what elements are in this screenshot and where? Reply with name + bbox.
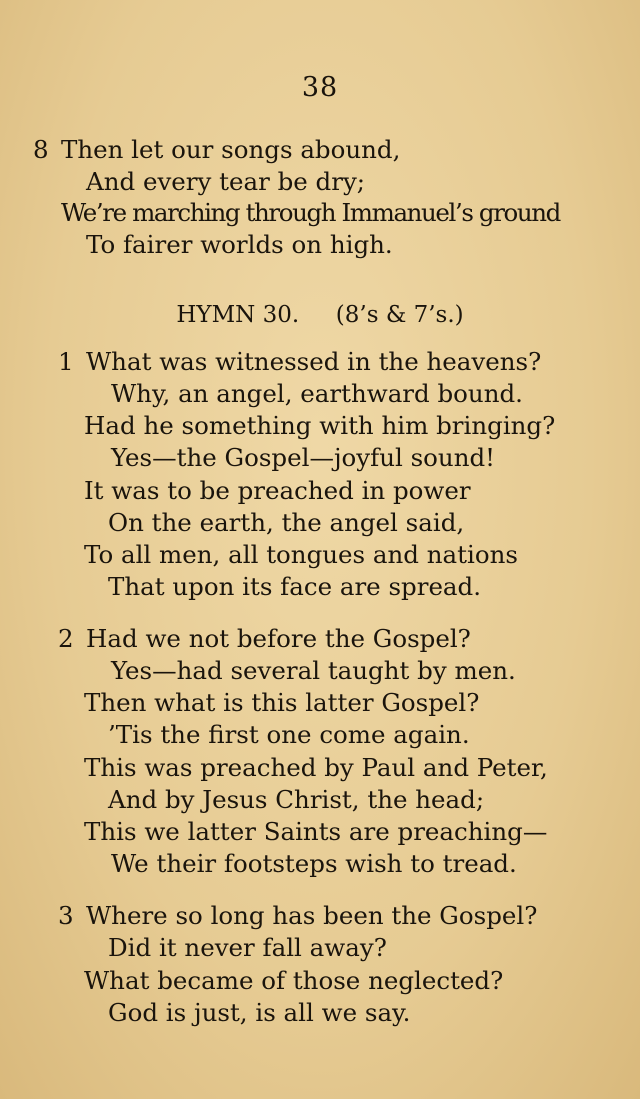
verse-line: Yes—the Gospel—joyful sound! [111,443,496,472]
stanza-number: 8 [33,135,49,164]
verse-line: And by Jesus Christ, the head; [108,785,485,814]
hymn-meter: (8’s & 7’s.) [335,302,464,328]
verse-line: To fairer worlds on high. [86,230,393,259]
verse-line: We their footsteps wish to tread. [111,849,517,878]
stanza-number: 3 [58,901,74,930]
verse-line: Where so long has been the Gospel? [86,901,538,930]
verse-line: It was to be preached in power [84,476,471,505]
verse-line: This was preached by Paul and Peter, [84,753,548,782]
stanza-number: 1 [58,347,74,376]
hymn-title [0,304,640,327]
verse-line: ’Tis the first one come again. [108,720,470,749]
verse-line: That upon its face are spread. [108,572,482,601]
verse-line: Had he something with him bringing? [84,411,556,440]
verse-line: What was witnessed in the heavens? [86,347,542,376]
verse-line: Yes—had several taught by men. [111,656,516,685]
verse-line: To all men, all tongues and nations [84,540,518,569]
verse-line: What became of those neglected? [84,966,504,995]
verse-line: Then what is this latter Gospel? [84,688,480,717]
verse-line: On the earth, the angel said, [108,508,465,537]
verse-line: Then let our songs abound, [61,135,401,164]
page-number: 38 [301,72,339,103]
verse-line: Had we not before the Gospel? [86,624,471,653]
stanza-number: 2 [58,624,74,653]
verse-line: God is just, is all we say. [108,998,411,1027]
verse-line: Why, an angel, earthward bound. [111,379,523,408]
verse-line: This we latter Saints are preaching— [84,817,548,846]
verse-line: Did it never fall away? [108,933,387,962]
hymn-number: HYMN 30. [176,302,300,328]
verse-line: We’re marching through Immanuel’s ground [61,198,560,227]
verse-line: And every tear be dry; [86,167,366,196]
